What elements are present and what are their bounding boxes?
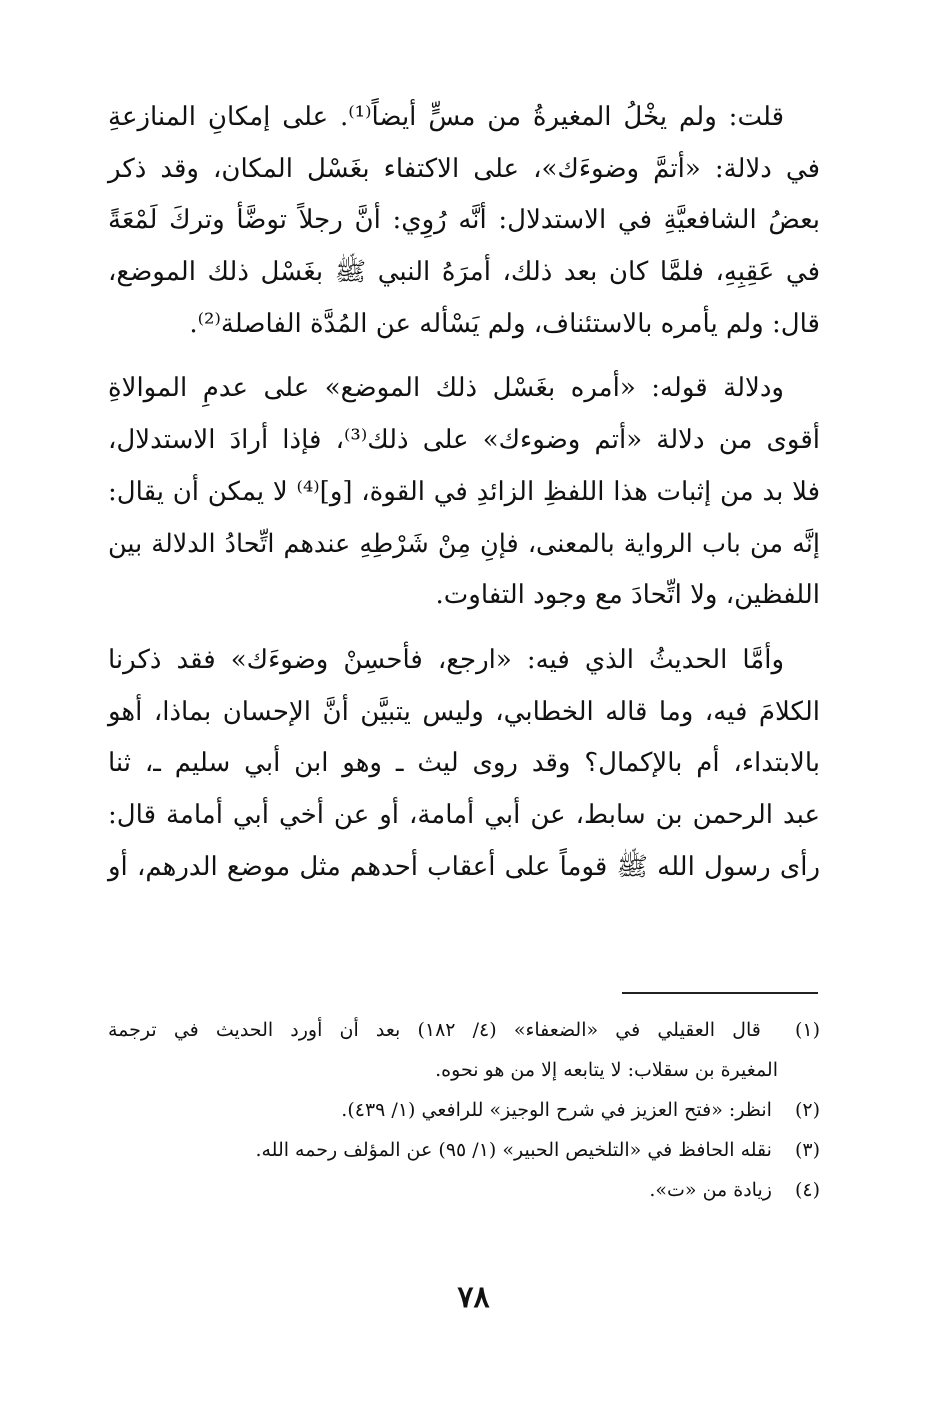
text-line: إنَّه من باب الرواية بالمعنى، فإنِ مِنْ شَرْطِهِ عندهم اتِّحادُ الدلالة بين: [108, 528, 820, 559]
footnote-text: انظر: «فتح العزيز في شرح الوجيز» للرافعي (١/ ٤٣٩).: [341, 1099, 772, 1121]
footnote-divider: [622, 992, 818, 994]
text-line: وأمَّا الحديثُ الذي فيه: «ارجع، فأحسِنْ وضوءَك» فقد ذكرنا: [108, 644, 784, 675]
footnotes: [108, 1010, 820, 1210]
text-line: قال: ولم يأمره بالاستئناف، ولم يَسْأله عن المُدَّة الفاصلة⁽²⁾.: [189, 308, 820, 339]
text-line: أقوى من دلالة «أتم وضوءك» على ذلك⁽³⁾، فإذا أرادَ الاستدلال،: [108, 425, 820, 456]
footnote-2: [108, 1090, 820, 1130]
text-line: بالابتداء، أم بالإكمال؟ وقد روى ليث ـ وهو ابن أبي سليم ـ، ثنا: [108, 748, 820, 779]
footnote-1: [108, 1010, 820, 1050]
footnote-text: قال العقيلي في «الضعفاء» (٤/ ١٨٢) بعد أن أورد الحديث في ترجمة: [108, 1019, 761, 1041]
text-line: في دلالة: «أتمَّ وضوءَك»، على الاكتفاء بغَسْل المكان، وقد ذكر: [108, 153, 820, 184]
text-line: فلا بد من إثبات هذا اللفظِ الزائدِ في القوة، [و]⁽⁴⁾ لا يمكن أن يقال:: [108, 476, 821, 507]
text-line: ودلالة قوله: «أمره بغَسْل ذلك الموضع» على عدمِ الموالاةِ: [108, 373, 784, 404]
main-text: [108, 92, 820, 893]
footnote-3: [108, 1130, 820, 1170]
text-line: قلت: ولم يخْلُ المغيرةُ من مسٍّ أيضاً⁽¹⁾. على إمكانِ المنازعةِ: [108, 102, 785, 132]
text-line: رأى رسول الله ﷺ قوماً على أعقاب أحدهم مثل موضع الدرهم، أو: [108, 851, 820, 882]
footnote-number: (٣): [794, 1139, 820, 1161]
footnote-4: [108, 1170, 820, 1210]
footnote-1-continued: المغيرة بن سقلاب: لا يتابعه إلا من هو نحوه.: [435, 1059, 778, 1081]
footnote-number: (٢): [794, 1099, 820, 1121]
footnote-text: نقله الحافظ في «التلخيص الحبير» (١/ ٩٥) عن المؤلف رحمه الله.: [255, 1139, 772, 1161]
text-line: في عَقِبِهِ، فلمَّا كان بعد ذلك، أمرَهُ النبي ﷺ بغَسْل ذلك الموضع،: [108, 257, 820, 288]
footnote-number: (١): [794, 1019, 820, 1041]
footnote-number: (٤): [794, 1179, 820, 1201]
page-number: ٧٨: [457, 1280, 490, 1315]
text-line: عبد الرحمن بن سابط، عن أبي أمامة، أو عن أخي أبي أمامة قال:: [108, 799, 820, 830]
text-line: الكلامَ فيه، وما قاله الخطابي، وليس يتبيَّن أنَّ الإحسان بماذا، أهو: [108, 696, 820, 727]
text-line: اللفظين، ولا اتِّحادَ مع وجود التفاوت.: [435, 580, 820, 611]
footnote-text: زيادة من «ت».: [649, 1179, 772, 1201]
text-line: بعضُ الشافعيَّةِ في الاستدلال: أنَّه رُوِي: أنَّ رجلاً توضَّأ وتركَ لَمْعَةً: [108, 205, 820, 236]
